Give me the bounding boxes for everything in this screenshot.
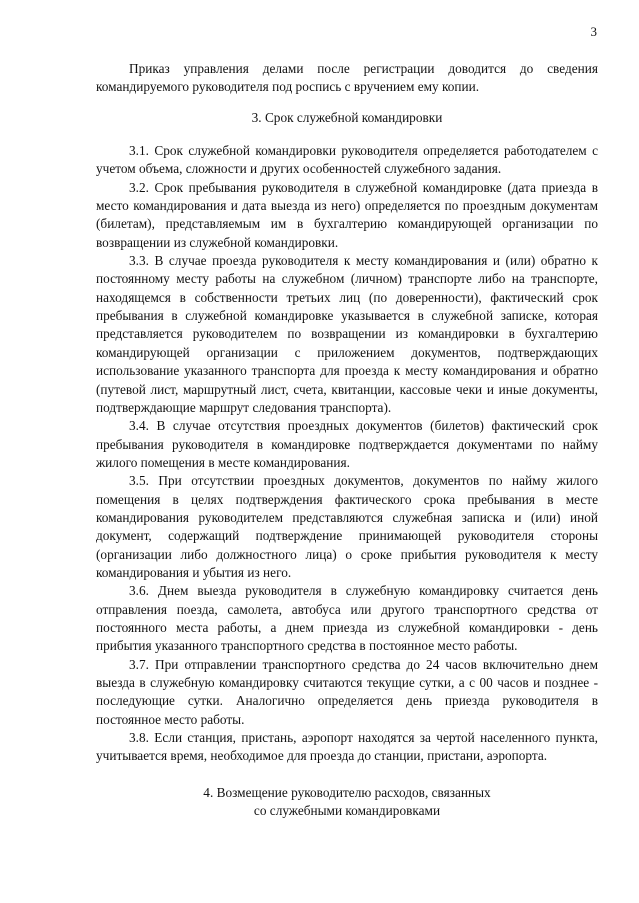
paragraph-3-5: 3.5. При отсутствии проездных документов, документов по найму жилого помещения в целях подтверждения фактического срока пребывания в месте командирования руководителем представляются служебная записка и (или) иной документ, содержащий подтверждение принимающей руководителя стороны (организации либо должностного лица) о сроке прибытия руководителя к месту командирования и убытия из него. [96,473,598,580]
section-4-heading-line-1: 4. Возмещение руководителю расходов, связанных [203,784,491,800]
paragraph-3-4: 3.4. В случае отсутствия проездных документов (билетов) фактический срок пребывания руководителя в командировке подтверждается документами по найму жилого помещения в месте командирования. [96,418,598,470]
document-body [96,60,598,820]
paragraph-3-7: 3.7. При отправлении транспортного средства до 24 часов включительно днем выезда в служебную командировку считаются текущие сутки, а с 00 часов и позднее - последующие сутки. Аналогично определяется день приезда руководителя в постоянное место работы. [96,656,598,727]
intro-paragraph: Приказ управления делами после регистрации доводится до сведения командируемого руководителя под роспись с вручением ему копии. [96,61,598,95]
paragraph-3-2: 3.2. Срок пребывания руководителя в служебной командировке (дата приезда в место командирования и дата выезда из него) определяется по проездным документам (билетам), представляемым им в бухгалтерию командирующей организации по возвращении из служебной командировки. [96,179,598,250]
paragraph-3-1: 3.1. Срок служебной командировки руководителя определяется работодателем с учетом объема, сложности и других особенностей служебного задания. [96,143,598,177]
paragraph-3-3: 3.3. В случае проезда руководителя к месту командирования и (или) обратно к постоянному месту работы на служебном (личном) транспорте либо на транспорте, находящемся в собственности третьих лиц (по доверенности), фактический срок пребывания в служебной командировке указывается в служебной записке, которая представляется руководителем по возвращении из командировки в бухгалтерию командирующей организации с приложением документов, подтверждающих использование указанного транспорта для проезда к месту командирования и обратно (путевой лист, маршрутный лист, счета, квитанции, кассовые чеки и иные документы, подтверждающие маршрут следования транспорта). [96,253,598,415]
page-number: 3 [590,24,597,39]
section-3-heading: 3. Срок служебной командировки [251,109,443,125]
paragraph-3-8: 3.8. Если станция, пристань, аэропорт находятся за чертой населенного пункта, учитывается время, необходимое для проезда до станции, пристани, аэропорта. [96,730,598,764]
paragraph-3-6: 3.6. Днем выезда руководителя в служебную командировку считается день отправления поезда, самолета, автобуса или другого транспортного средства от постоянного места работы, а днем приезда из служебной командировки - день прибытия указанного транспортного средства в постоянное место работы. [96,583,598,654]
section-4-heading-line-2: со служебными командировками [253,803,441,819]
